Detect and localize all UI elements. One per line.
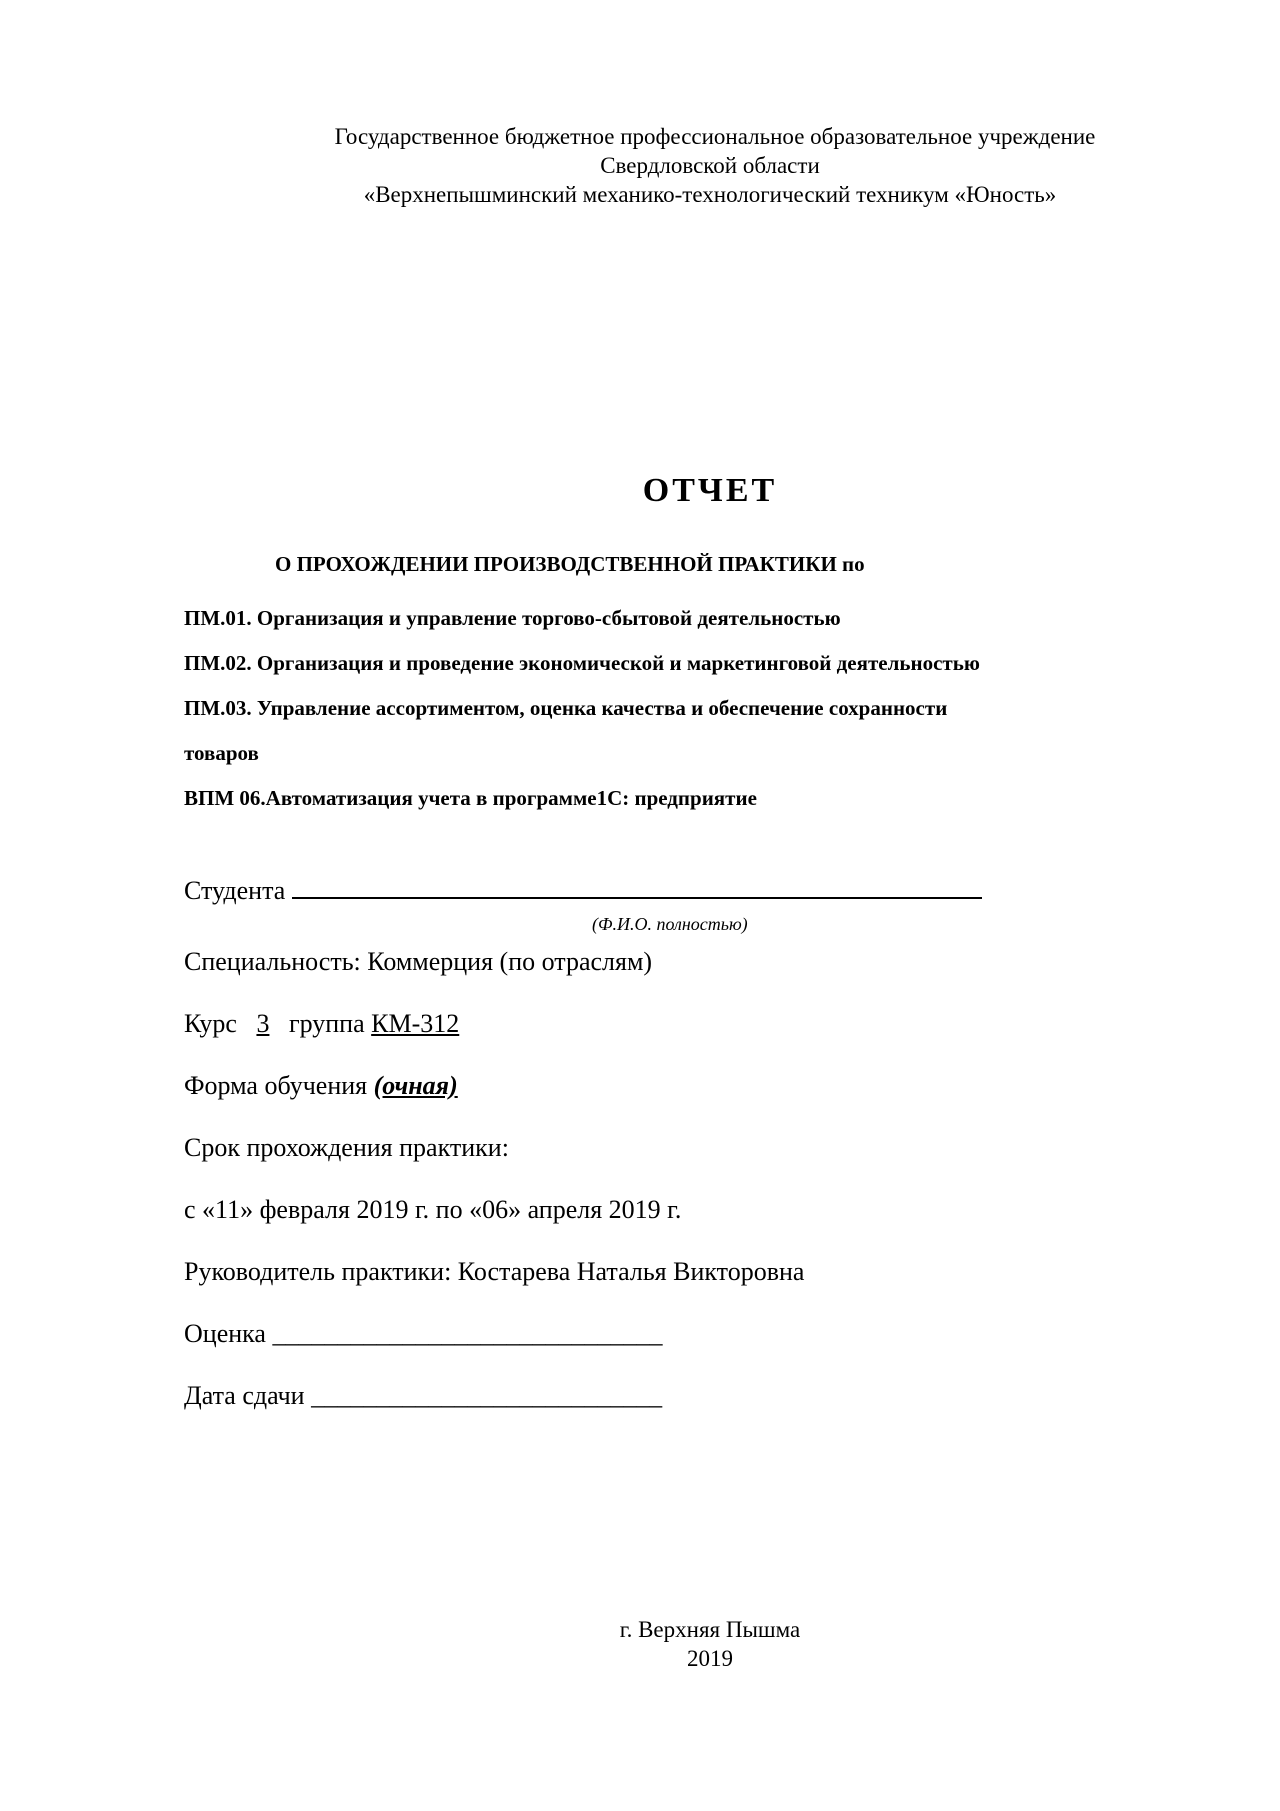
- grade-label: Оценка: [184, 1319, 266, 1348]
- course-label: Курс: [184, 1009, 237, 1038]
- specialty-row: Специальность: Коммерция (по отраслям): [184, 947, 653, 976]
- header-line-2: Свердловской области: [600, 153, 820, 178]
- group-label: группа: [288, 1009, 365, 1038]
- submission-date-row: [184, 1381, 662, 1411]
- course-group-row: [184, 1009, 459, 1039]
- submission-date-blank[interactable]: ___________________________: [311, 1381, 663, 1410]
- report-subtitle: О ПРОХОЖДЕНИИ ПРОИЗВОДСТВЕННОЙ ПРАКТИКИ по: [275, 552, 865, 576]
- study-form-label: Форма обучения: [184, 1071, 368, 1100]
- module-item: ПМ.01. Организация и управление торгово-сбытовой деятельностью: [184, 606, 841, 630]
- study-form-row: [184, 1071, 458, 1101]
- grade-blank[interactable]: ______________________________: [272, 1319, 663, 1348]
- report-title: ОТЧЕТ: [642, 472, 778, 509]
- student-row: [184, 876, 982, 906]
- study-form-value: (очная): [373, 1071, 458, 1100]
- group-value: КМ-312: [371, 1009, 460, 1038]
- grade-row: [184, 1319, 662, 1349]
- submission-date-label: Дата сдачи: [184, 1381, 305, 1410]
- footer-city: г. Верхняя Пышма: [619, 1617, 801, 1642]
- module-item: товаров: [184, 741, 259, 765]
- student-name-blank[interactable]: [292, 877, 982, 899]
- footer-year: 2019: [687, 1646, 733, 1671]
- period-value: с «11» февраля 2019 г. по «06» апреля 2019 г.: [184, 1195, 682, 1224]
- module-item: ПМ.02. Организация и проведение экономической и маркетинговой деятельностью: [184, 651, 980, 675]
- module-item: ПМ.03. Управление ассортиментом, оценка качества и обеспечение сохранности: [184, 696, 948, 720]
- footer: [0, 1615, 1280, 1673]
- student-label: Студента: [184, 876, 286, 905]
- institution-header: [0, 122, 1280, 209]
- module-item: ВПМ 06.Автоматизация учета в программе1С: предприятие: [184, 786, 757, 810]
- period-label: Срок прохождения практики:: [184, 1133, 509, 1162]
- supervisor: Руководитель практики: Костарева Наталья Викторовна: [184, 1257, 805, 1286]
- header-line-1: Государственное бюджетное профессиональное образовательное учреждение: [334, 124, 1096, 149]
- fio-hint: (Ф.И.О. полностью): [592, 914, 748, 934]
- modules-list: [184, 596, 1184, 821]
- course-value: 3: [256, 1009, 270, 1038]
- header-line-3: «Верхнепышминский механико-технологический техникум «Юность»: [363, 182, 1057, 207]
